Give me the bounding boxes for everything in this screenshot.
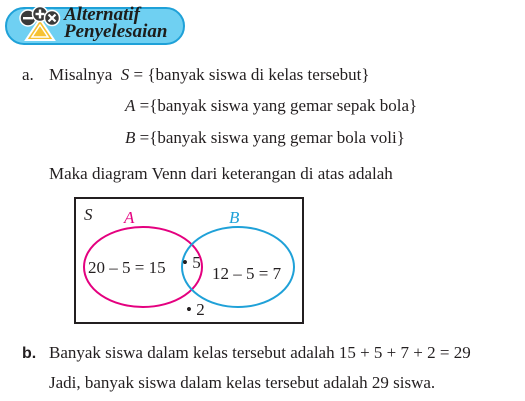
set-s-definition: = {banyak siswa di kelas tersebut}	[133, 65, 370, 84]
section-header-title	[64, 6, 167, 40]
set-a-definition: ={banyak siswa yang gemar sepak bola}	[139, 96, 418, 115]
header-line-1: Alternatif	[64, 4, 141, 25]
venn-universe-label: S	[84, 205, 93, 224]
set-b-definition: ={banyak siswa yang gemar bola voli}	[139, 128, 405, 147]
venn-only-a-value: 20 – 5 = 15	[88, 258, 166, 277]
part-b-line-1: Banyak siswa dalam kelas tersebut adalah 15 + 5 + 7 + 2 = 29	[49, 343, 471, 362]
set-a-name: A	[125, 96, 136, 115]
set-s-line	[49, 65, 370, 85]
venn-intro-text: Maka diagram Venn dari keterangan di atas adalah	[49, 164, 393, 183]
venn-intersection-value: • 5	[182, 253, 201, 272]
math-operations-icon	[18, 6, 62, 42]
venn-set-a-label: A	[124, 208, 135, 227]
header-line-2: Penyelesaian	[64, 21, 168, 42]
venn-outside-value: • 2	[186, 300, 205, 319]
set-s-name: S	[120, 65, 130, 84]
set-b-name: B	[125, 128, 136, 147]
venn-set-b-label: B	[229, 208, 240, 227]
venn-only-b-value: 12 – 5 = 7	[212, 264, 282, 283]
set-b-line	[125, 128, 405, 148]
part-b-marker: b.	[22, 345, 37, 362]
intro-word: Misalnya	[49, 65, 113, 84]
part-a-marker: a.	[22, 65, 34, 84]
part-b-line-2: Jadi, banyak siswa dalam kelas tersebut adalah 29 siswa.	[49, 373, 436, 392]
set-a-line	[125, 96, 417, 116]
